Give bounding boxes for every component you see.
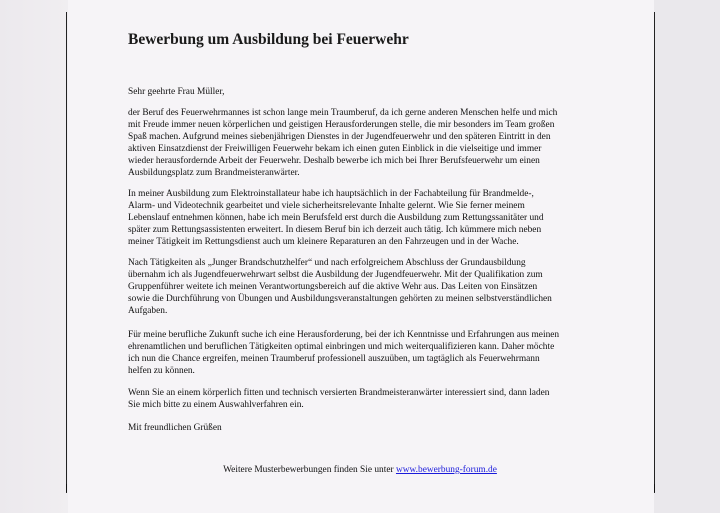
footer-text: Weitere Musterbewerbungen finden Sie unter [223, 465, 396, 475]
text-line: Nach Tätigkeiten als „Junger Brandschutzhelfer“ und nach erfolgreichem Abschluss der Grundausbildung [128, 258, 526, 268]
text-line: Lebenslauf entnehmen können, habe ich mein Berufsfeld erst durch die Ausbildung zum Rettungssanitäter und [128, 212, 544, 223]
text-line: Für meine berufliche Zukunft suche ich eine Herausforderung, bei der ich Kenntnisse und Erfahrungen aus meinen [128, 330, 560, 340]
paragraph-5 [128, 388, 598, 412]
text-line: Sie mich bitte zu einem Auswahlverfahren ein. [128, 399, 304, 410]
corner-mark-left [66, 484, 67, 492]
paragraph-3 [128, 258, 598, 318]
text-line: wieder herausfordernde Arbeit der Feuerwehr. Deshalb bewerbe ich mich bei Ihrer Berufsfeuerwehr um einen [128, 155, 540, 166]
text-line: aktiven Einsatzdienst der Freiwilligen Feuerwehr bekam ich einen guten Einblick in die vielseitige und immer [128, 143, 542, 154]
letter-title: Bewerbung um Ausbildung bei Feuerwehr [128, 31, 409, 48]
footer [0, 464, 720, 476]
paragraph-4 [128, 330, 598, 378]
page-border-right [654, 12, 655, 493]
text-line: helfen zu können. [128, 365, 195, 376]
corner-mark-right [654, 484, 655, 492]
text-line: später zum Rettungsassistenten erweitert. In diesem Beruf bin ich derzeit auch tätig. Ich kümmere mich neben [128, 224, 542, 235]
text-line: Aufgaben. [128, 305, 168, 316]
footer-link[interactable]: www.bewerbung-forum.de [395, 465, 497, 475]
closing: Mit freundlichen Grüßen [128, 423, 222, 433]
document-page [68, 0, 654, 513]
text-line: Gruppenführer weitete ich meinen Verantwortungsbereich auf die aktive Wehr aus. Das Leiten von Einsätzen [128, 281, 538, 292]
text-line: der Beruf des Feuerwehrmannes ist schon lange mein Traumberuf, da ich gerne anderen Menschen helfe und mich [128, 108, 558, 118]
text-line: ich nun die Chance ergreifen, meinen Traumberuf professionell auszuüben, um tagtäglich als Feuerwehrmann [128, 353, 540, 364]
text-line: Alarm- und Videotechnik gearbeitet und viele sicherheitsrelevante Inhalte gelernt. Wie Sie ferner meinem [128, 200, 525, 211]
text-line: Spaß machen. Aufgrund meines siebenjährigen Dienstes in der Jugendfeuerwehr und den späteren Eintritt in den [128, 131, 551, 142]
background-left [0, 0, 70, 513]
text-line: mit Freude immer neuen körperlichen und geistigen Herausforderungen stelle, die mir besonders im Team großen [128, 119, 555, 130]
paragraph-1 [128, 108, 598, 179]
text-line: ehrenamtlichen und beruflichen Tätigkeiten optimal einbringen und mich weiterqualifizieren kann. Daher möchte [128, 341, 555, 352]
text-line: übernahm ich als Jugendfeuerwehrwart selbst die Ausbildung der Jugendfeuerwehr. Mit der Qualifikation zum [128, 269, 543, 280]
paragraph-2 [128, 189, 598, 249]
page-border-left [66, 12, 67, 493]
text-line: In meiner Ausbildung zum Elektroinstallateur habe ich hauptsächlich in der Fachabteilung für Brandmelde-, [128, 189, 534, 199]
text-line: Wenn Sie an einem körperlich fitten und technisch versierten Brandmeisteranwärter interessiert sind, dann laden [128, 388, 550, 398]
text-line: Ausbildungsplatz zum Brandmeisteranwärter. [128, 167, 300, 178]
salutation: Sehr geehrte Frau Müller, [128, 87, 225, 97]
text-line: meiner Tätigkeit im Rettungsdienst auch um kleinere Reparaturen an den Fahrzeugen und in der Wache. [128, 236, 519, 247]
text-line: sowie die Durchführung von Übungen und Ausbildungsveranstaltungen gehörten zu meinen selbstverständlichen [128, 293, 552, 304]
